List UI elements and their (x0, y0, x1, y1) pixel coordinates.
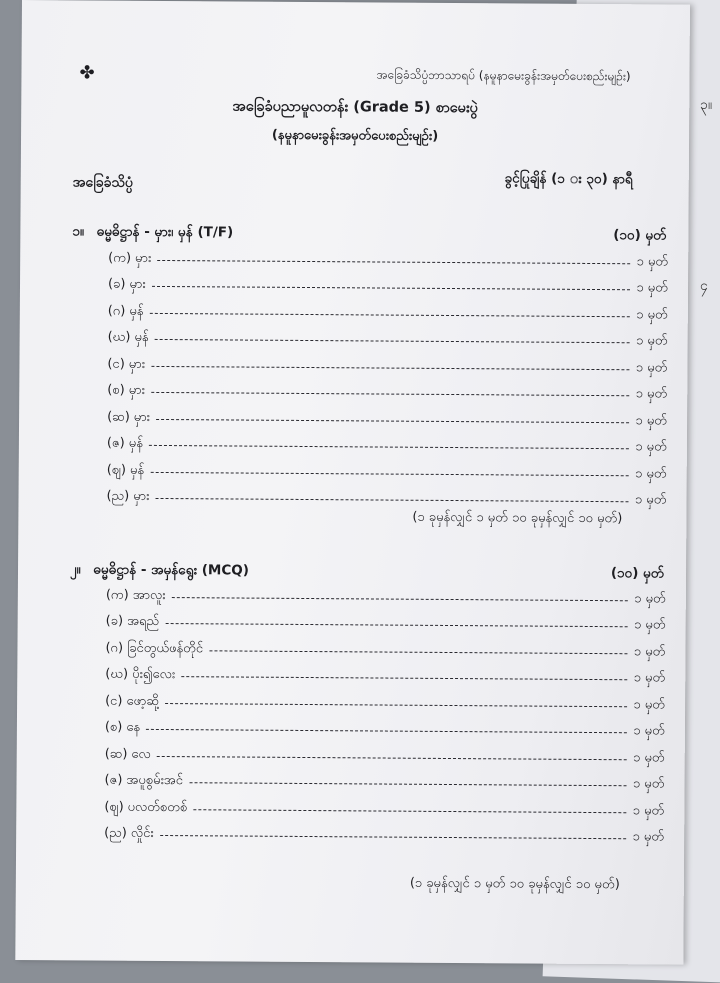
answer-row (104, 795, 664, 825)
section-total-marks: (၁၀) မှတ် (610, 565, 665, 582)
dashed-leader (146, 729, 627, 733)
dashed-leader (181, 676, 628, 680)
answer-mark: ၁ မှတ် (635, 360, 668, 376)
answer-sheet-page (15, 0, 690, 965)
section-1-scoring-note: (၁ ခုမှန်လျှင် ၁ မှတ် ၁၀ ခုမှန်လျှင် ၁၀ မှတ်) (412, 509, 623, 527)
subject-name: အခြေခံသိပ္ပံ (72, 174, 134, 191)
exam-subtitle: (နမူနာမေးခွန်းအမှတ်ပေးစည်းမျဉ်း) (271, 127, 439, 144)
seal-icon: ✤ (79, 62, 95, 84)
answer-label: (ဂ) ခြင်တွယ်ဖန်တိုင် (105, 640, 204, 657)
dashed-leader (209, 650, 628, 654)
answer-row (107, 378, 667, 408)
answer-label: (ခ) အရည် (105, 613, 160, 630)
answer-row (107, 458, 667, 488)
answer-row (104, 768, 664, 798)
answer-mark: ၁ မှတ် (636, 307, 668, 323)
answer-mark: ၁ မှတ် (635, 466, 667, 482)
running-header: အခြေခံသိပ္ပံဘာသာရပ် (နမူနာမေးခွန်းအမှတ်ပေးစည်းမျဉ်း) (376, 67, 631, 84)
answer-mark: ၁ မှတ် (633, 670, 666, 686)
answer-row (107, 431, 667, 461)
answer-label: (ဈ) ပလတ်စတစ် (104, 799, 188, 815)
answer-mark: ၁ မှတ် (633, 697, 666, 713)
answer-row (108, 325, 668, 355)
dashed-leader (165, 623, 628, 627)
answer-mark: ၁ မှတ် (635, 439, 667, 455)
answer-mark: ၁ မှတ် (636, 280, 669, 296)
answer-mark: ၁ မှတ် (632, 803, 665, 819)
answer-label: (ဃ) ပိုး၍လေး (105, 666, 176, 683)
answer-mark: ၁ မှတ် (633, 644, 666, 660)
answer-mark: ၁ မှတ် (632, 829, 665, 845)
section-number: ၁။ (72, 223, 85, 240)
answer-label: (င) ဖော့ဆို့ (105, 693, 160, 709)
exam-title: အခြေခံပညာမူလတန်း (Grade 5) စာမေးပွဲ (232, 98, 479, 117)
answer-mark: ၁ မှတ် (634, 617, 666, 633)
dashed-leader (152, 286, 631, 290)
dashed-leader (155, 339, 630, 343)
answer-row (107, 405, 667, 435)
dashed-leader (155, 498, 629, 502)
answer-label: (ဇ) မှန် (106, 435, 144, 452)
answer-row (106, 583, 666, 613)
section-1-heading (72, 222, 666, 246)
section-title (70, 560, 249, 581)
dashed-leader (149, 445, 629, 449)
answer-label: (ဆ) လေ (104, 746, 151, 762)
section-2-answer-list (104, 583, 666, 852)
answer-label: (စ) နေ (104, 719, 141, 736)
dashed-leader (157, 756, 627, 760)
section-1-answer-list (106, 246, 668, 515)
answer-mark: ၁ မှတ် (635, 386, 668, 402)
edge-mark: ၃။ (700, 97, 713, 113)
adjacent-page-edge (700, 95, 712, 297)
answer-mark: ၁ မှတ် (634, 492, 667, 508)
answer-label: (စ) မှား (107, 382, 146, 399)
dashed-leader (156, 419, 630, 423)
section-number: ၂။ (69, 561, 81, 578)
dashed-leader (151, 392, 630, 396)
answer-row (105, 636, 665, 666)
section-title-text: ဓမ္မဓိဋ္ဌာန် - မှား၊ မှန် (T/F) (96, 223, 234, 241)
answer-label: (င) မှား (107, 356, 146, 372)
answer-label: (ဂ) မှန် (107, 303, 144, 319)
answer-row (108, 246, 668, 276)
answer-mark: ၁ မှတ် (634, 591, 666, 607)
answer-label: (ဈ) မှန် (106, 462, 145, 478)
answer-mark: ၁ မှတ် (636, 333, 668, 349)
answer-label: (ည) မှား (106, 488, 150, 505)
dashed-leader (150, 313, 631, 317)
dashed-leader (189, 782, 627, 786)
answer-label: (ဆ) မှား (107, 409, 151, 425)
answer-row (106, 609, 666, 639)
section-title-text: ဓမ္မဓိဋ္ဌာန် - အမှန်ရွေး (MCQ) (93, 561, 249, 579)
answer-mark: ၁ မှတ် (632, 776, 665, 792)
answer-mark: ၁ မှတ် (633, 723, 665, 739)
answer-row (105, 689, 665, 719)
answer-mark: ၁ မှတ် (636, 254, 669, 270)
section-2-heading (70, 560, 664, 584)
answer-label: (ည) လှိုင်း (104, 825, 154, 842)
answer-row (105, 742, 665, 772)
answer-row (108, 299, 668, 329)
answer-label: (က) မှား (108, 250, 152, 266)
dashed-leader (160, 835, 627, 839)
answer-mark: ၁ မှတ် (635, 413, 668, 429)
dashed-leader (172, 597, 629, 601)
answer-label: (ဇ) အပူစွမ်းအင် (104, 772, 184, 789)
answer-row (107, 352, 667, 382)
time-allowed: ခွင့်ပြုချိန် (၁ း ၃၀) နာရီ (504, 170, 633, 188)
answer-label: (ဃ) မှန် (107, 329, 149, 346)
dashed-leader (151, 366, 630, 370)
answer-label: (ခ) မှား (107, 276, 146, 293)
dashed-leader (165, 703, 628, 707)
answer-row (104, 821, 664, 851)
answer-row (105, 662, 665, 692)
answer-row (105, 715, 665, 745)
edge-mark: ၄ (700, 278, 708, 294)
dashed-leader (193, 809, 626, 813)
section-2-scoring-note: (၁ ခုမှန်လျှင် ၁ မှတ် ၁၀ ခုမှန်လျှင် ၁၀ မှတ်) (409, 875, 620, 893)
answer-label: (က) အာလူး (105, 587, 166, 603)
dashed-leader (157, 260, 630, 264)
answer-row (108, 272, 668, 302)
section-title (72, 222, 233, 243)
dashed-leader (150, 472, 629, 476)
answer-mark: ၁ မှတ် (633, 750, 665, 766)
section-total-marks: (၁၀) မှတ် (613, 227, 667, 244)
